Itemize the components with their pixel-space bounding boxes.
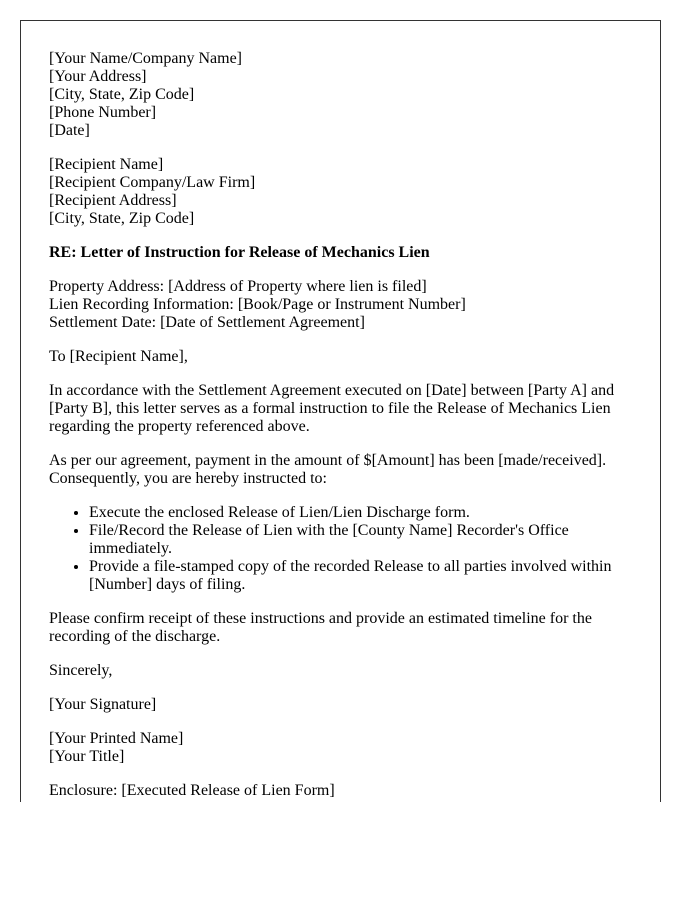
- sender-city-state-zip: [City, State, Zip Code]: [49, 86, 195, 103]
- recipient-name: [Recipient Name]: [49, 156, 164, 173]
- signer-printed-name: [Your Printed Name]: [49, 730, 184, 747]
- instructions-list: [49, 504, 631, 594]
- recipient-address: [Recipient Address]: [49, 192, 177, 209]
- instruction-item: • Execute the enclosed Release of Lien/Lien Discharge form.: [89, 504, 631, 522]
- subject-line: RE: Letter of Instruction for Release of Mechanics Lien: [49, 244, 430, 261]
- sender-address-block: [49, 50, 631, 140]
- letter-page: [20, 20, 661, 802]
- reference-block: [49, 278, 631, 332]
- body-paragraph-1: In accordance with the Settlement Agreement executed on [Date] between [Party A] and [Party B], this letter serves as a formal instruction to file the Release of Mechanics Lien regarding the property referenced above.: [49, 382, 615, 435]
- closing: Sincerely,: [49, 662, 113, 679]
- lien-recording-info: Lien Recording Information: [Book/Page or Instrument Number]: [49, 296, 466, 313]
- salutation: To [Recipient Name],: [49, 348, 188, 365]
- sender-address: [Your Address]: [49, 68, 147, 85]
- enclosure-note: Enclosure: [Executed Release of Lien Form]: [49, 782, 335, 799]
- body-paragraph-3: Please confirm receipt of these instructions and provide an estimated timeline for the recording of the discharge.: [49, 610, 592, 645]
- body-paragraph-2: As per our agreement, payment in the amount of $[Amount] has been [made/received]. Consequently, you are hereby instructed to:: [49, 452, 607, 487]
- signer-title: [Your Title]: [49, 748, 125, 765]
- signature: [Your Signature]: [49, 696, 157, 713]
- settlement-date: Settlement Date: [Date of Settlement Agreement]: [49, 314, 365, 331]
- recipient-address-block: [49, 156, 631, 228]
- recipient-city-state-zip: [City, State, Zip Code]: [49, 210, 195, 227]
- sender-phone: [Phone Number]: [49, 104, 157, 121]
- recipient-company: [Recipient Company/Law Firm]: [49, 174, 256, 191]
- sender-name: [Your Name/Company Name]: [49, 50, 243, 67]
- property-address: Property Address: [Address of Property where lien is filed]: [49, 278, 427, 295]
- instruction-item: • Provide a file-stamped copy of the recorded Release to all parties involved within [Number] days of filing.: [89, 558, 631, 594]
- signer-block: [49, 730, 631, 766]
- instruction-item: • File/Record the Release of Lien with the [County Name] Recorder's Office immediately.: [89, 522, 631, 558]
- letter-date: [Date]: [49, 122, 90, 139]
